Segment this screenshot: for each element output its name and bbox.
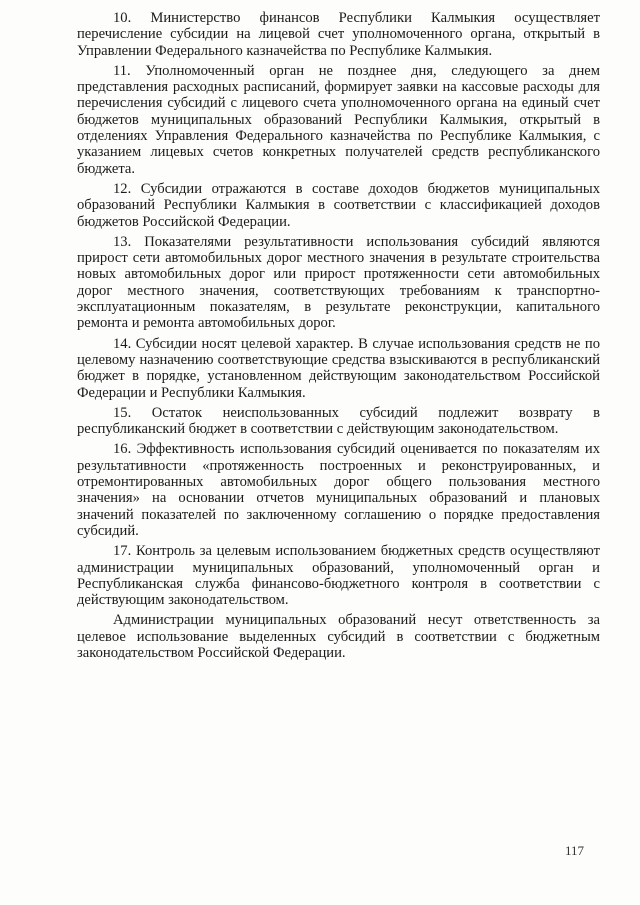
paragraph-11: 11. Уполномоченный орган не позднее дня, следующего за днем представления расходных расписаний, формирует заявки на кассовые расходы для перечисления субсидий с лицевого счета уполномоченного органа на единый счет бюджетов муниципальных образований Республики Калмыкия, открытый в отделениях Управления Федерального казначейства по Республике Калмыкия, с указанием лицевых счетов конкретных получателей средств республиканского бюджета.	[77, 62, 600, 177]
paragraph-closing: Администрации муниципальных образований несут ответственность за целевое использование выделенных субсидий в соответствии с бюджетным законодательством Российской Федерации.	[77, 612, 600, 661]
page-number: 117	[565, 843, 585, 858]
paragraph-15: 15. Остаток неиспользованных субсидий подлежит возврату в республиканский бюджет в соответствии с действующим законодательством.	[77, 404, 600, 438]
paragraph-12: 12. Субсидии отражаются в составе доходов бюджетов муниципальных образований Республики Калмыкия в соответствии с классификацией доходов бюджетов Российской Федерации.	[77, 180, 600, 230]
paragraph-14: 14. Субсидии носят целевой характер. В случае использования средств не по целевому назначению соответствующие средства взыскиваются в республиканский бюджет в порядке, установленном действующим законодательством Российской Федерации и Республики Калмыкия.	[77, 335, 600, 401]
paragraph-13: 13. Показателями результативности использования субсидий являются прирост сети автомобильных дорог местного значения в результате строительства новых автомобильных дорог или прирост протяженности сети автомобильных дорог местного значения, соответствующих требованиям к транспортно-эксплуатационным показателям, в результате реконструкции, капитального ремонта и ремонта автомобильных дорог.	[77, 233, 600, 332]
paragraph-16: 16. Эффективность использования субсидий оценивается по показателям их результативности «протяженность построенных и реконструированных, и отремонтированных автомобильных дорог общего пользования местного значения» на основании отчетов муниципальных образований и плановых значений показателей по заключенному соглашению о порядке предоставления субсидий.	[77, 441, 600, 539]
document-body	[77, 10, 600, 665]
paragraph-10: 10. Министерство финансов Республики Калмыкия осуществляет перечисление субсидии на лицевой счет уполномоченного органа, открытый в Управлении Федерального казначейства по Республике Калмыкия.	[77, 10, 600, 59]
paragraph-17: 17. Контроль за целевым использованием бюджетных средств осуществляют администрации муниципальных образований, уполномоченный орган и Республиканская служба финансово-бюджетного контроля в соответствии с действующим законодательством.	[77, 543, 600, 609]
